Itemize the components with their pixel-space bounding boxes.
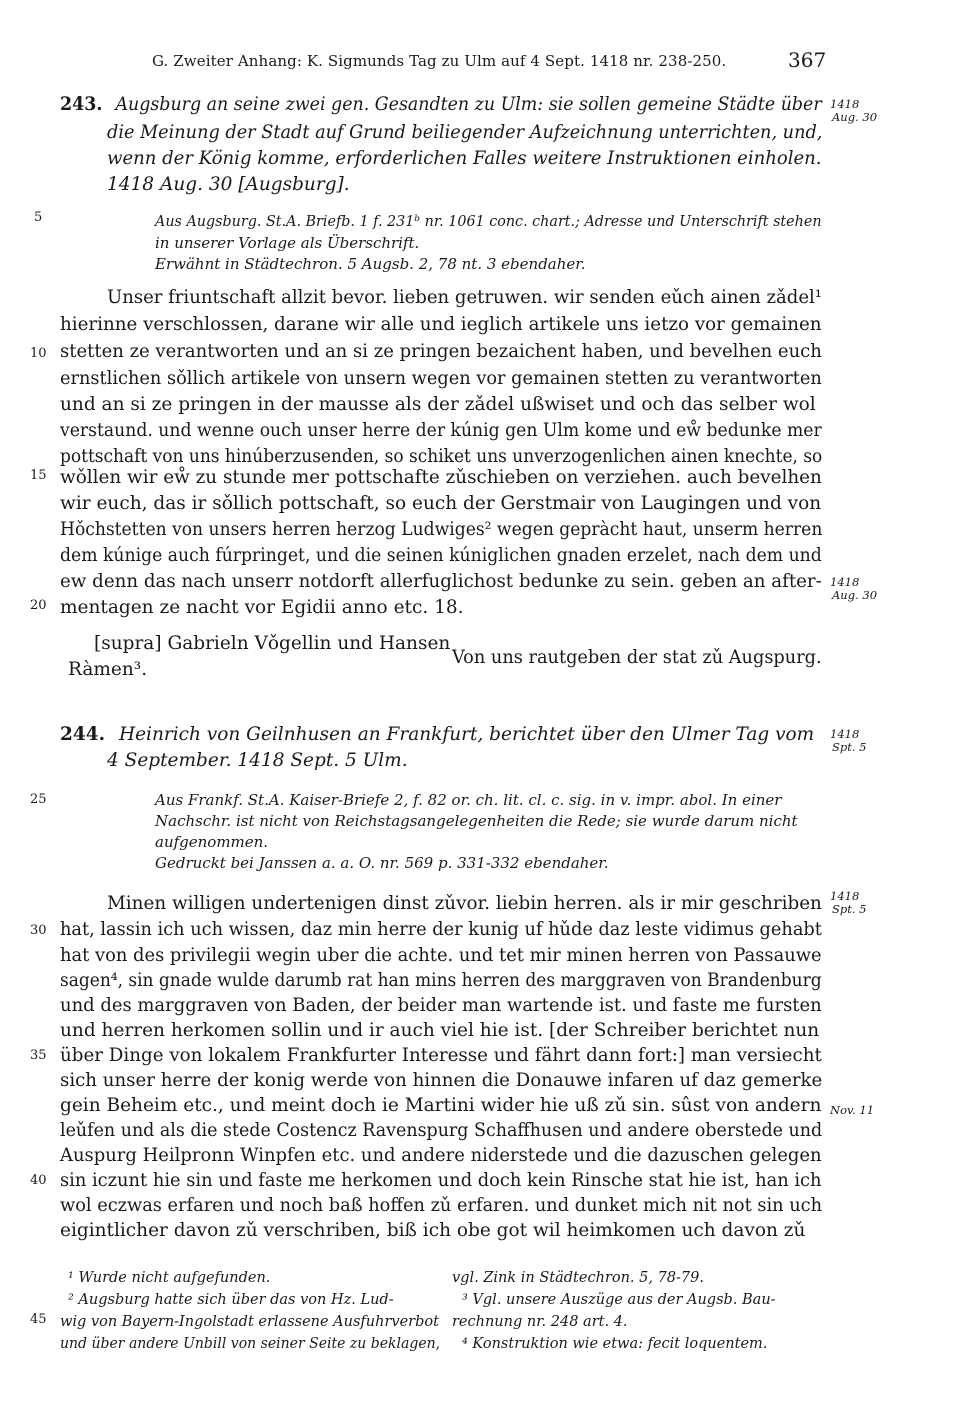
page-number: 367 (788, 48, 827, 72)
doc-heading-line: 4 September. 1418 Sept. 5 Ulm. (107, 750, 408, 771)
text-line: dem kúnige auch fúrpringet, und die seinen kúniglichen gnaden erzelet, nach dem und (60, 545, 822, 566)
running-header: G. Zweiter Anhang: K. Sigmunds Tag zu Ulm auf 4 Sept. 1418 nr. 238-250. (152, 52, 727, 70)
text-line: hat, lassin ich uch wissen, daz min herre der kunig uf hǔde daz leste vidimus gehabt (60, 919, 822, 940)
line-number: 5 (34, 210, 43, 225)
footnote-line: wig von Bayern-Ingolstadt erlassene Ausfuhrverbot (60, 1314, 439, 1330)
text-line: Hǒchstetten von unsers herren herzog Ludwiges² wegen gepràcht haut, unserm herren (60, 519, 823, 540)
margin-date (830, 576, 877, 602)
doc-heading-line: wenn der König komme, erforderlichen Falles weitere Instruktionen einholen. (107, 148, 822, 169)
text-line: sich unser herre der konig werde von hinnen die Donauwe infaren uf daz gemerke (60, 1070, 823, 1091)
text-line: Auspurg Heilpronn Winpfen etc. und andere niderstede und die dazuschen gelegen (60, 1145, 822, 1166)
margin-day: Spt. 5 (832, 740, 867, 754)
margin-day: Aug. 30 (832, 110, 878, 124)
margin-day: Aug. 30 (832, 588, 878, 602)
margin-date (830, 98, 877, 124)
doc-number: 244. (60, 724, 106, 745)
line-number: 20 (30, 598, 47, 613)
text-line: und an si ze pringen in der mausse als der zǎdel ußwiset und och das selber wol (60, 394, 816, 415)
text-line: mentagen ze nacht vor Egidii anno etc. 18. (60, 597, 464, 618)
margin-date (830, 728, 867, 754)
margin-date (830, 890, 867, 916)
line-number: 10 (30, 346, 47, 361)
text-line: wol eczwas erfaren und noch baß hoffen zǔ erfaren. und dunket mich nit not sin uch (60, 1195, 823, 1216)
footnote-line: und über andere Unbill von seiner Seite zu beklagen, (60, 1336, 441, 1352)
margin-day: Spt. 5 (832, 902, 867, 916)
line-number: 25 (30, 792, 47, 807)
text-line: hierinne verschlossen, darane wir alle und ieglich artikele uns ietzo vor gemainen (60, 314, 822, 335)
footnote-line: vgl. Zink in Städtechron. 5, 78-79. (452, 1270, 704, 1286)
text-line: sagen⁴, sin gnade wulde darumb rat han mins herren des marggraven von Brandenburg (60, 970, 822, 991)
line-number: 35 (30, 1048, 47, 1063)
doc-heading-line (60, 724, 814, 745)
text-line: und herren herkomen sollin und ir auch viel hie ist. [der Schreiber berichtet nun (60, 1020, 820, 1041)
line-number: 45 (30, 1312, 47, 1327)
footnote-line: ⁴ Konstruktion wie etwa: fecit loquentem. (462, 1336, 768, 1352)
source-line: Aus Augsburg. St.A. Briefb. 1 f. 231ᵇ nr. 1061 conc. chart.; Adresse und Unterschrift stehen (155, 212, 822, 230)
text-line: Minen willigen undertenigen dinst zǔvor. liebin herren. als ir mir geschriben (107, 893, 822, 914)
source-line: in unserer Vorlage als Überschrift. (155, 234, 420, 252)
text-line: verstaund. und wenne ouch unser herre der kúnig gen Ulm kome und eẘ bedunke mer (60, 420, 822, 441)
signature-line: Von uns rautgeben der stat zǔ Augspurg. (452, 647, 822, 668)
source-line: Gedruckt bei Janssen a. a. O. nr. 569 p. 331-332 ebendaher. (155, 854, 609, 872)
signature-line: Ràmen³. (68, 659, 148, 680)
text-line: stetten ze verantworten und an si ze pringen bezaichent haben, und bevelhen euch (60, 341, 822, 362)
source-line: aufgenommen. (155, 833, 269, 851)
margin-year: 1418 (830, 889, 860, 903)
footnote-line: ¹ Wurde nicht aufgefunden. (68, 1270, 271, 1286)
footnote-line: ² Augsburg hatte sich über das von Hz. Lud- (68, 1292, 394, 1308)
text-line: wir euch, das ir sǒllich pottschaft, so euch der Gerstmair von Laugingen und von (60, 493, 822, 514)
signature-line: [supra] Gabrieln Vǒgellin und Hansen (94, 633, 451, 654)
text-line: ew denn das nach unserr notdorft allerfuglichost bedunke zu sein. geben an after- (60, 571, 822, 592)
footnote-line: ³ Vgl. unsere Auszüge aus der Augsb. Bau- (462, 1292, 776, 1308)
text-line: Unser friuntschaft allzit bevor. lieben getruwen. wir senden eǔch ainen zǎdel¹ (107, 287, 823, 308)
text-line: ernstlichen sǒllich artikele von unsern wegen vor gemainen stetten zu verantworten (60, 368, 822, 389)
line-number: 40 (30, 1173, 47, 1188)
text-line: hat von des privilegii wegin uber die achte. und tet mir minen herren von Passauwe (60, 945, 822, 966)
line-number: 30 (30, 923, 47, 938)
source-line: Aus Frankf. St.A. Kaiser-Briefe 2, f. 82 or. ch. lit. cl. c. sig. in v. impr. abol. In einer (155, 791, 782, 809)
doc-heading-line: 1418 Aug. 30 [Augsburg]. (107, 174, 350, 195)
text-line: pottschaft von uns hinúberzusenden, so schiket uns unverzogenlichen ainen knechte, so (60, 446, 823, 467)
source-line: Nachschr. ist nicht von Reichstagsangelegenheiten die Rede; sie wurde darum nicht (155, 812, 798, 830)
margin-year: 1418 (830, 97, 860, 111)
text-line: wǒllen wir eẘ zu stunde mer pottschafte zǔschieben on verziehen. auch bevelhen (60, 467, 822, 488)
margin-year: 1418 (830, 575, 860, 589)
text-line: gein Beheim etc., und meint doch ie Martini wider hie uß zǔ sin. sûst von andern (60, 1095, 822, 1116)
margin-year: 1418 (830, 727, 860, 741)
text-line: leǔfen und als die stede Costencz Ravenspurg Schaffhusen und andere oberstede und (60, 1120, 823, 1141)
margin-date: Nov. 11 (830, 1103, 875, 1117)
doc-heading-text: Heinrich von Geilnhusen an Frankfurt, berichtet über den Ulmer Tag vom (118, 724, 815, 745)
text-line: und des marggraven von Baden, der beider man wartende ist. und faste me fursten (60, 995, 822, 1016)
doc-heading-line (60, 94, 822, 115)
doc-number: 243. (60, 94, 103, 115)
doc-heading-line: die Meinung der Stadt auf Grund beiliegender Aufzeichnung unterrichten, und, (107, 122, 823, 143)
doc-heading-text: Augsburg an seine zwei gen. Gesandten zu Ulm: sie sollen gemeine Städte über (115, 94, 822, 115)
footnote-line: rechnung nr. 248 art. 4. (452, 1314, 628, 1330)
line-number: 15 (30, 468, 47, 483)
text-line: eigintlicher davon zǔ verschriben, biß ich obe got wil heimkomen uch davon zǔ (60, 1220, 806, 1241)
source-line: Erwähnt in Städtechron. 5 Augsb. 2, 78 nt. 3 ebendaher. (155, 255, 586, 273)
text-line: über Dinge von lokalem Frankfurter Interesse und fährt dann fort:] man versiecht (60, 1045, 822, 1066)
text-line: sin iczunt hie sin und faste me herkomen und doch kein Rinsche stat hie ist, han ich (60, 1170, 822, 1191)
